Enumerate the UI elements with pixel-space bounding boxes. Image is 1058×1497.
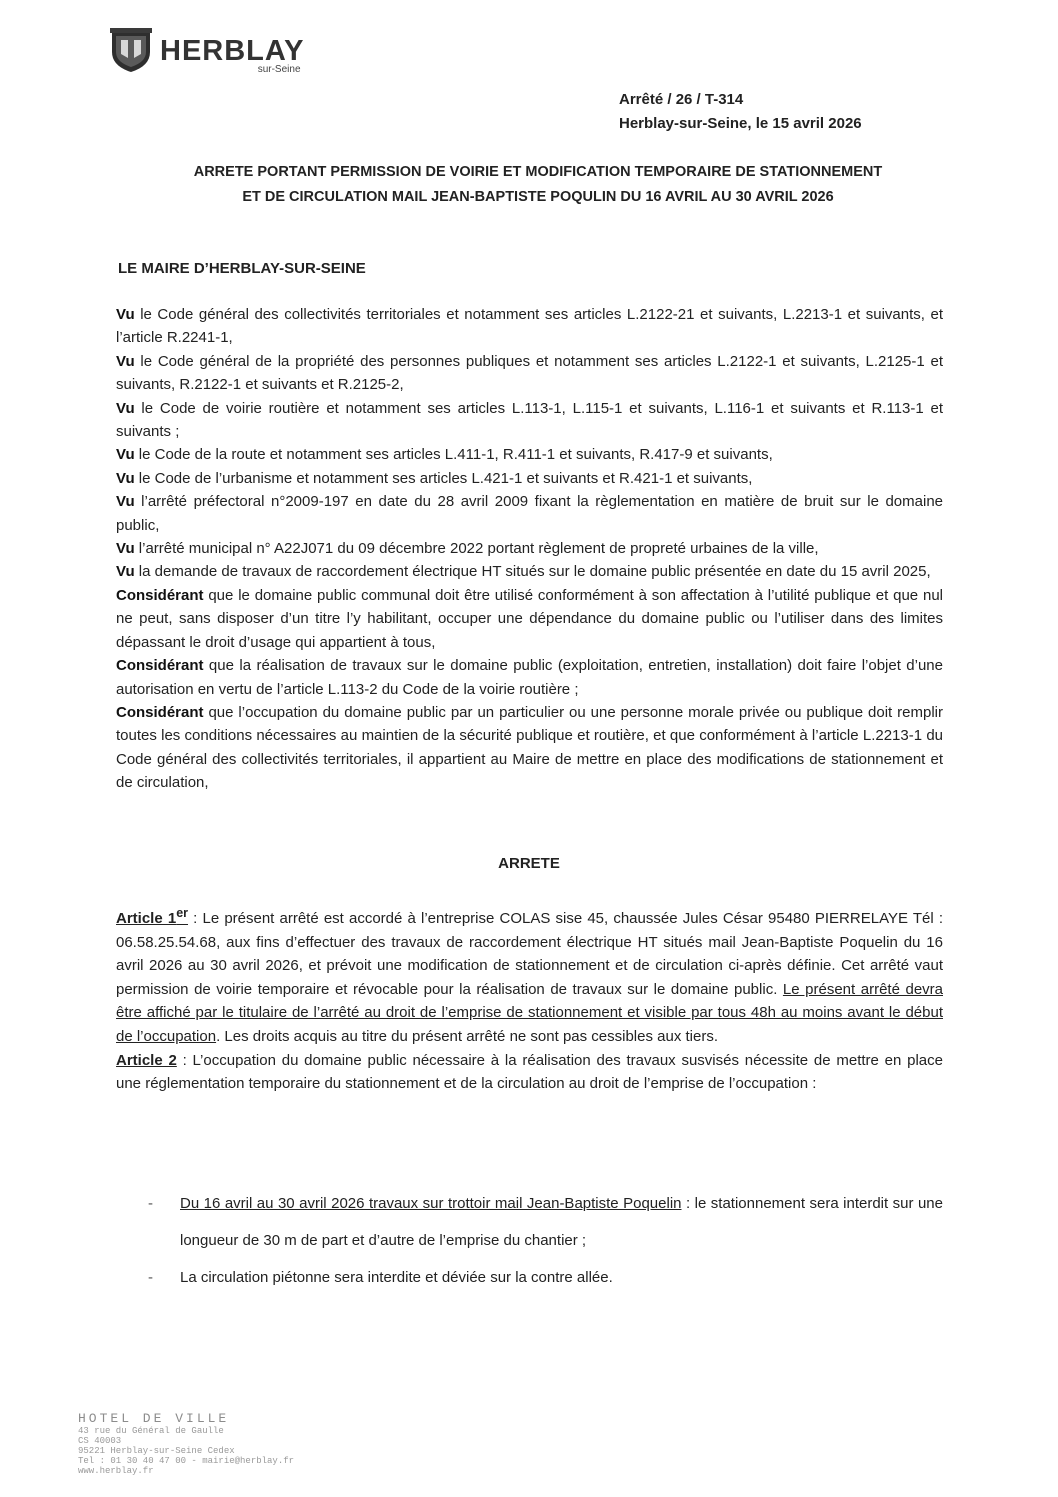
article-1: Article 1er : Le présent arrêté est accordé à l’entreprise COLAS sise 45, chaussée Jules César 95480 PIERRELAYE Tél : 06.58.25.54.68, aux fins d’effectuer des travaux de raccordement électrique HT situés mail Jean-Baptiste Poquelin du 16 avril 2026 au 30 avril 2026, et prévoit une modification de stationnement et de circulation ci-après définie. Cet arrêté vaut permission de voirie temporaire et révocable pour la réalisation de travaux sur le domaine public. Le présent arrêté devra être affiché par le titulaire de l’arrêté au droit de l’emprise de stationnement et visible par tous 48h au moins avant le début de l’occupation. Les droits acquis au titre du présent arrêté ne sont pas cessibles aux tiers. xyxy=(116,906,943,1045)
dash-bullet: - xyxy=(148,1269,153,1286)
logo-name: HERBLAY xyxy=(160,35,305,67)
consideration-item: Vu le Code de l’urbanisme et notamment ses articles L.421-1 et suivants et R.421-1 et suivants, xyxy=(116,469,753,487)
footer-contact: Tel : 01 30 40 47 00 - mairie@herblay.fr xyxy=(78,1456,295,1466)
footer-address: 43 rue du Général de Gaulle xyxy=(78,1426,224,1436)
arrete-heading: ARRETE xyxy=(498,855,560,872)
consideration-item: Considérant que le domaine public communal doit être utilisé conformément à son affectation à l’utilité publique et que nul ne peut, sans disposer d’un titre l’y habilitant, occuper une dépendance du domaine public ou l’utiliser dans des limites dépassant le droit d’usage qui appartient à tous, xyxy=(116,586,943,651)
consideration-item: Vu la demande de travaux de raccordement électrique HT situés sur le domaine public présentée en date du 15 avril 2025, xyxy=(116,563,931,581)
coat-of-arms-icon xyxy=(108,26,154,74)
footer-po-box: CS 40003 xyxy=(78,1436,122,1446)
article-2-label: Article 2 xyxy=(116,1051,177,1069)
article-1-label: Article 1er xyxy=(116,906,189,927)
mayor-heading: LE MAIRE D’HERBLAY-SUR-SEINE xyxy=(118,260,366,277)
list-item: - Du 16 avril au 30 avril 2026 travaux sur trottoir mail Jean-Baptiste Poquelin : le stationnement sera interdit sur une longueur de 30 m de part et d’autre de l’emprise du chantier ; xyxy=(148,1185,943,1259)
footer-website: www.herblay.fr xyxy=(78,1466,154,1476)
article-2: Article 2 : L’occupation du domaine public nécessaire à la réalisation des travaux susvisés nécessite de mettre en place une réglementation temporaire du stationnement et de la circulation au droit de l’emprise de l’occupation : xyxy=(116,1051,943,1093)
dash-bullet: - xyxy=(148,1195,153,1212)
decree-place-date: Herblay-sur-Seine, le 15 avril 2026 xyxy=(619,115,862,132)
logo-subtitle: sur-Seine xyxy=(257,64,301,75)
considerations-list xyxy=(116,303,943,795)
consideration-item: Vu l’arrêté municipal n° A22J071 du 09 décembre 2022 portant règlement de propreté urbaines de la ville, xyxy=(116,540,819,558)
articles xyxy=(116,902,943,1096)
display-requirement: Le présent arrêté devra être affiché par le titulaire de l’arrêté au droit de l’emprise de stationnement et visible par tous 48h au moins avant le début de l’occupation xyxy=(116,980,943,1045)
title-line-1: ARRETE PORTANT PERMISSION DE VOIRIE ET MODIFICATION TEMPORAIRE DE STATIONNEMENT xyxy=(193,164,883,180)
consideration-item: Considérant que l’occupation du domaine public par un particulier ou une personne morale privée ou publique doit remplir toutes les conditions nécessaires au maintien de la sécurité publique et routière, et que conformément à l’article L.2213-1 du Code général des collectivités territoriales, il appartient au Maire de mettre en place des modifications de stationnement et de circulation, xyxy=(116,703,943,792)
town-hall-footer xyxy=(78,1412,294,1476)
consideration-item: Considérant que la réalisation de travaux sur le domaine public (exploitation, entretien, installation) doit faire l’objet d’une autorisation en vertu de l’article L.113-2 du Code de la voirie routière ; xyxy=(116,657,943,698)
municipality-logo xyxy=(108,26,305,75)
document-title xyxy=(118,160,958,210)
decree-reference xyxy=(619,88,862,136)
title-line-2: ET DE CIRCULATION MAIL JEAN-BAPTISTE POQULIN DU 16 AVRIL AU 30 AVRIL 2026 xyxy=(242,189,834,205)
decree-number: Arrêté / 26 / T-314 xyxy=(619,91,744,108)
footer-title: HOTEL DE VILLE xyxy=(78,1411,230,1426)
list-item: - La circulation piétonne sera interdite et déviée sur la contre allée. xyxy=(148,1259,943,1296)
consideration-item: Vu le Code de la route et notamment ses articles L.411-1, R.411-1 et suivants, R.417-9 et suivants, xyxy=(116,446,773,464)
consideration-item: Vu le Code général des collectivités territoriales et notamment ses articles L.2122-21 et suivants, L.2213-1 et suivants, et l’article R.2241-1, xyxy=(116,306,943,347)
consideration-item: Vu le Code de voirie routière et notamment ses articles L.113-1, L.115-1 et suivants, L.116-1 et suivants et R.113-1 et suivants ; xyxy=(116,399,943,441)
measures-list xyxy=(148,1185,943,1296)
footer-city: 95221 Herblay-sur-Seine Cedex xyxy=(78,1446,235,1456)
consideration-item: Vu l’arrêté préfectoral n°2009-197 en date du 28 avril 2009 fixant la règlementation en matière de bruit sur le domaine public, xyxy=(116,493,943,534)
consideration-item: Vu le Code général de la propriété des personnes publiques et notamment ses articles L.2122-1 et suivants, L.2125-1 et suivants, R.2122-1 et suivants et R.2125-2, xyxy=(116,352,943,394)
